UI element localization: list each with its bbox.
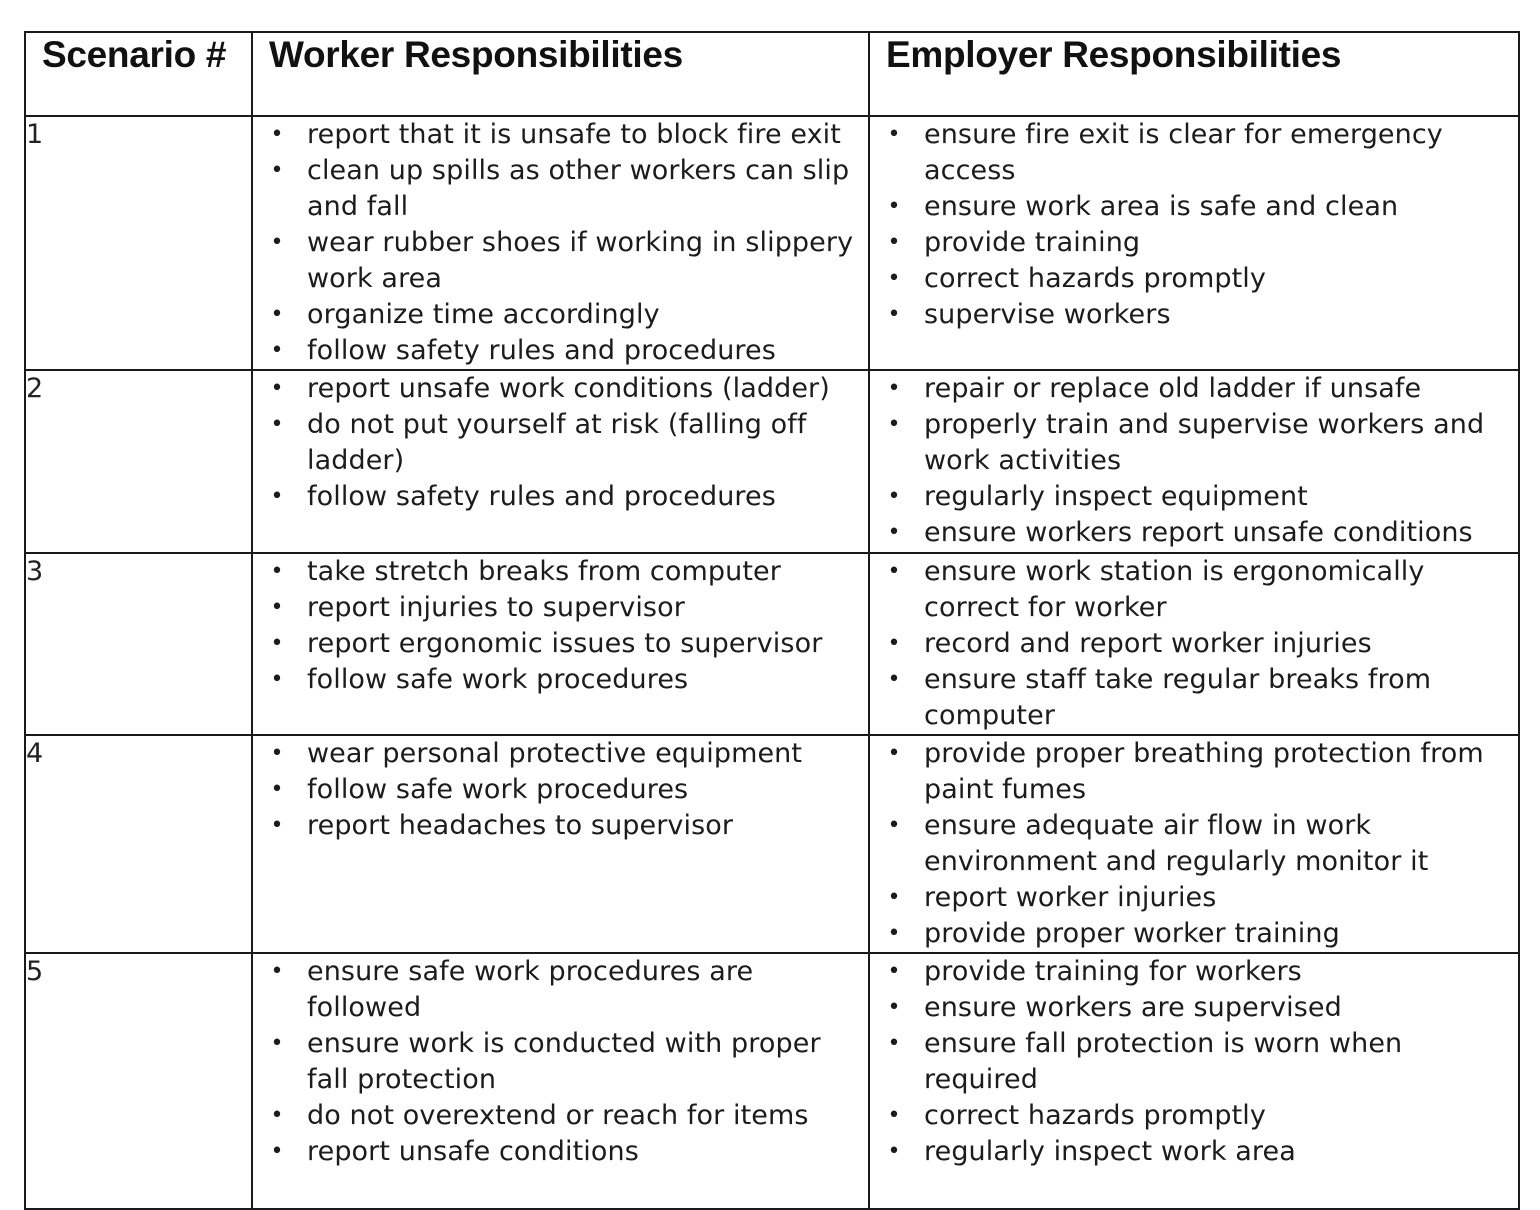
bullet-icon: • [270,158,284,183]
bullet-icon: • [887,376,901,401]
list-item [886,117,1518,189]
list-item-text: wear rubber shoes if working in slippery work area [307,227,854,294]
list-item-text: report ergonomic issues to supervisor [307,628,823,659]
employer-list [870,736,1518,952]
bullet-icon: • [270,1031,284,1056]
list-item [886,515,1518,551]
list-item-text: follow safe work procedures [307,664,689,695]
list-item [269,736,868,772]
list-item-text: report unsafe work conditions (ladder) [307,373,830,404]
table-row [25,116,1519,370]
list-item-text: follow safety rules and procedures [307,335,776,366]
list-item-text: regularly inspect equipment [924,481,1308,512]
list-item-text: properly train and supervise workers and work activities [924,409,1485,476]
list-item [269,225,868,297]
scenario-number: 3 [25,553,252,735]
employer-list [870,117,1518,333]
worker-cell [252,116,869,370]
list-item [886,1098,1518,1134]
list-item-text: clean up spills as other workers can slip and fall [307,155,850,222]
list-item [886,554,1518,626]
list-item [269,333,868,369]
list-item-text: ensure staff take regular breaks from computer [924,664,1432,731]
list-item-text: take stretch breaks from computer [307,556,781,587]
list-item [886,225,1518,261]
list-item [886,261,1518,297]
worker-cell [252,370,869,553]
bullet-icon: • [887,122,901,147]
bullet-icon: • [887,1139,901,1164]
worker-list [253,554,868,698]
list-item-text: record and report worker injuries [924,628,1372,659]
list-item [886,297,1518,333]
scenario-number: 1 [25,116,252,370]
bullet-icon: • [270,484,284,509]
list-item [886,626,1518,662]
list-item [269,297,868,333]
bullet-icon: • [887,412,901,437]
bullet-icon: • [887,484,901,509]
list-item [269,1134,868,1170]
worker-list [253,371,868,515]
bullet-icon: • [887,230,901,255]
bullet-icon: • [887,995,901,1020]
list-item [886,407,1518,479]
list-item [886,371,1518,407]
list-item [886,662,1518,734]
bullet-icon: • [270,959,284,984]
list-item-text: provide training [924,227,1141,258]
list-item [269,1098,868,1134]
scenario-number: 2 [25,370,252,553]
bullet-icon: • [887,266,901,291]
table-row [25,953,1519,1209]
bullet-icon: • [270,376,284,401]
list-item [269,662,868,698]
list-item-text: ensure work area is safe and clean [924,191,1399,222]
list-item [886,808,1518,880]
bullet-icon: • [887,302,901,327]
bullet-icon: • [270,122,284,147]
bullet-icon: • [887,921,901,946]
list-item-text: correct hazards promptly [924,263,1266,294]
list-item [269,626,868,662]
list-item [886,479,1518,515]
bullet-icon: • [270,667,284,692]
list-item-text: report unsafe conditions [307,1136,639,1167]
list-item-text: ensure adequate air flow in work environment and regularly monitor it [924,810,1429,877]
bullet-icon: • [270,777,284,802]
bullet-icon: • [887,631,901,656]
header-row [25,32,1519,116]
list-item-text: supervise workers [924,299,1171,330]
bullet-icon: • [270,338,284,363]
list-item-text: organize time accordingly [307,299,660,330]
bullet-icon: • [270,1139,284,1164]
list-item-text: ensure workers report unsafe conditions [924,517,1473,548]
employer-cell [869,116,1519,370]
bullet-icon: • [887,741,901,766]
bullet-icon: • [270,631,284,656]
list-item-text: report injuries to supervisor [307,592,685,623]
bullet-icon: • [887,667,901,692]
bullet-icon: • [270,813,284,838]
list-item [886,880,1518,916]
bullet-icon: • [270,595,284,620]
list-item-text: repair or replace old ladder if unsafe [924,373,1422,404]
worker-list [253,954,868,1170]
table-row [25,370,1519,553]
bullet-icon: • [270,412,284,437]
list-item-text: report headaches to supervisor [307,810,734,841]
bullet-icon: • [887,813,901,838]
employer-list [870,554,1518,734]
bullet-icon: • [887,1103,901,1128]
header-scenario: Scenario # [25,32,252,116]
list-item-text: provide training for workers [924,956,1302,987]
table-body [25,116,1519,1209]
bullet-icon: • [887,959,901,984]
bullet-icon: • [887,1031,901,1056]
list-item [269,407,868,479]
list-item [269,554,868,590]
bullet-icon: • [270,741,284,766]
worker-list [253,736,868,844]
list-item [269,153,868,225]
header-worker: Worker Responsibilities [252,32,869,116]
bullet-icon: • [270,1103,284,1128]
list-item [886,1134,1518,1170]
employer-cell [869,370,1519,553]
bullet-icon: • [887,194,901,219]
worker-list [253,117,868,369]
employer-cell [869,953,1519,1209]
employer-cell [869,735,1519,953]
list-item-text: correct hazards promptly [924,1100,1266,1131]
bullet-icon: • [270,302,284,327]
list-item [269,117,868,153]
list-item-text: ensure safe work procedures are followed [307,956,754,1023]
list-item-text: follow safe work procedures [307,774,689,805]
list-item-text: ensure work station is ergonomically correct for worker [924,556,1425,623]
scenario-number: 4 [25,735,252,953]
list-item-text: report worker injuries [924,882,1217,913]
list-item-text: provide proper breathing protection from paint fumes [924,738,1484,805]
list-item-text: ensure work is conducted with proper fall protection [307,1028,821,1095]
bullet-icon: • [887,559,901,584]
list-item [886,189,1518,225]
bullet-icon: • [887,885,901,910]
list-item [269,371,868,407]
list-item [886,954,1518,990]
list-item [269,479,868,515]
list-item-text: do not put yourself at risk (falling off ladder) [307,409,807,476]
table-row [25,553,1519,735]
list-item [886,916,1518,952]
responsibilities-table [24,31,1520,1210]
header-employer: Employer Responsibilities [869,32,1519,116]
employer-list [870,954,1518,1170]
bullet-icon: • [270,230,284,255]
list-item-text: ensure fall protection is worn when required [924,1028,1403,1095]
bullet-icon: • [887,520,901,545]
worker-cell [252,553,869,735]
employer-cell [869,553,1519,735]
list-item [886,1026,1518,1098]
list-item-text: wear personal protective equipment [307,738,803,769]
list-item-text: report that it is unsafe to block fire exit [307,119,841,150]
list-item [269,808,868,844]
list-item [269,1026,868,1098]
bullet-icon: • [270,559,284,584]
list-item-text: do not overextend or reach for items [307,1100,809,1131]
worker-cell [252,735,869,953]
list-item-text: ensure workers are supervised [924,992,1342,1023]
table-row [25,735,1519,953]
list-item [269,590,868,626]
list-item-text: follow safety rules and procedures [307,481,776,512]
employer-list [870,371,1518,551]
scenario-number: 5 [25,953,252,1209]
list-item-text: provide proper worker training [924,918,1340,949]
list-item [886,990,1518,1026]
list-item [269,954,868,1026]
list-item [269,772,868,808]
list-item [886,736,1518,808]
list-item-text: ensure fire exit is clear for emergency access [924,119,1443,186]
worker-cell [252,953,869,1209]
list-item-text: regularly inspect work area [924,1136,1296,1167]
